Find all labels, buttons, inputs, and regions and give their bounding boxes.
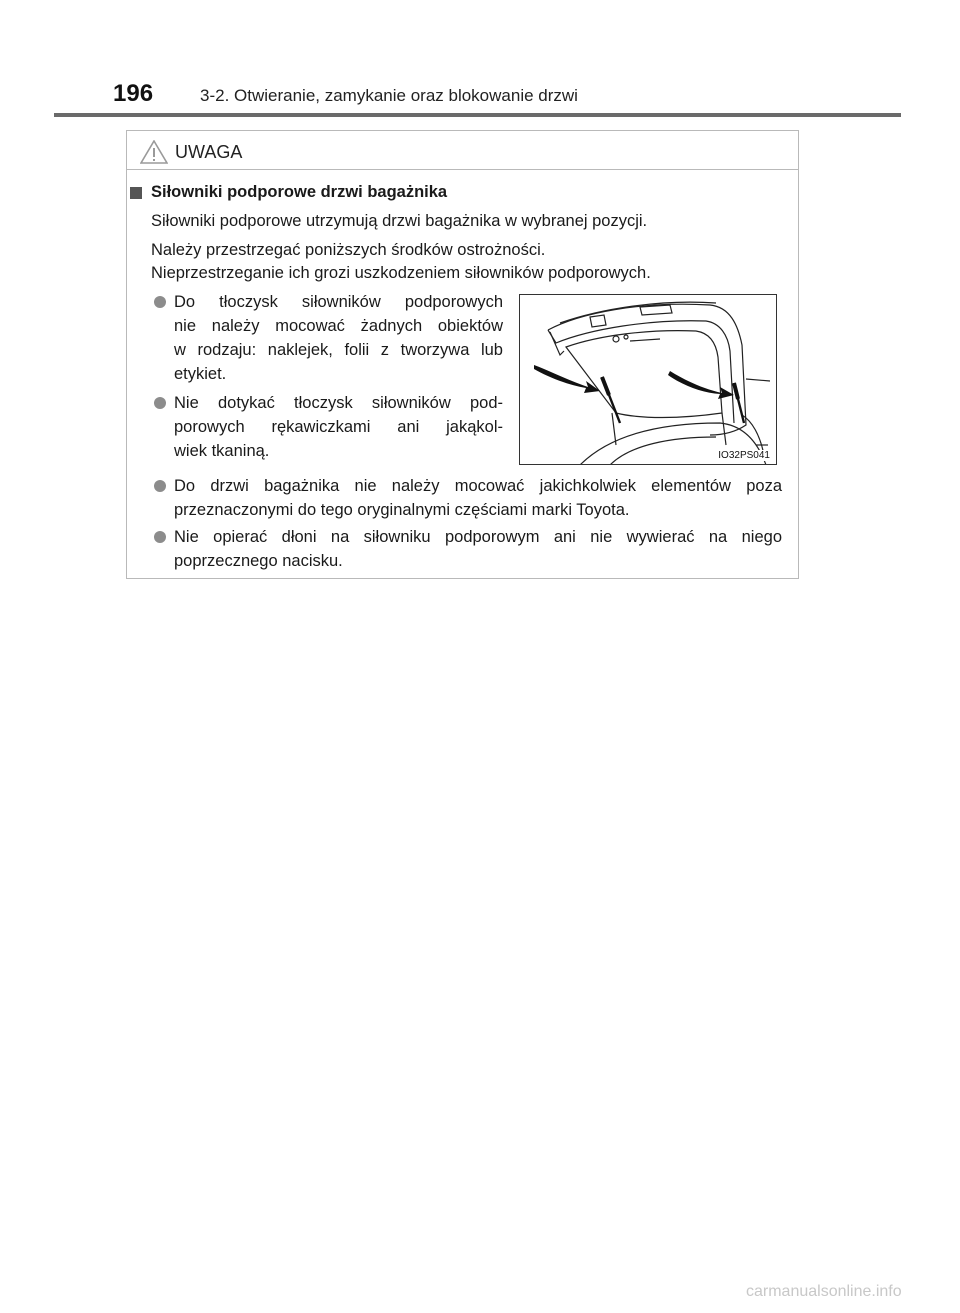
bullet-4-line-1: Nie opierać dłoni na siłowniku podporowym ani nie wywierać na niego <box>174 528 782 546</box>
footer-watermark: carmanualsonline.info <box>746 1283 902 1300</box>
warning-title: UWAGA <box>175 142 243 162</box>
section-square-icon <box>130 187 142 199</box>
paragraph-2-line-2: Nieprzestrzeganie ich grozi uszkodzeniem siłowników podporowych. <box>151 264 651 282</box>
paragraph-2-line-1: Należy przestrzegać poniższych środków ostrożności. <box>151 241 546 259</box>
bullet-1-line-1: Do tłoczysk siłowników podporowych <box>174 293 503 311</box>
bullet-4 <box>174 525 782 573</box>
tailgate-drawing <box>520 295 777 465</box>
bullet-3-line-1: Do drzwi bagażnika nie należy mocować jakichkolwiek elementów poza <box>174 477 782 495</box>
bullet-4-line-2: poprzecznego nacisku. <box>174 552 343 570</box>
page-number: 196 <box>113 80 154 107</box>
bullet-dot-icon <box>154 531 166 543</box>
bullet-2-line-1: Nie dotykać tłoczysk siłowników pod- <box>174 394 503 412</box>
bullet-dot-icon <box>154 397 166 409</box>
figure-code: IO32PS041 <box>718 450 770 461</box>
bullet-1-line-2: nie należy mocować żadnych obiektów <box>174 317 503 335</box>
bullet-1 <box>174 290 503 386</box>
section-title: 3-2. Otwieranie, zamykanie oraz blokowanie drzwi <box>200 86 578 105</box>
section-heading: Siłowniki podporowe drzwi bagażnika <box>151 183 448 201</box>
bullet-1-line-3: w rodzaju: naklejek, folii z tworzywa lub <box>174 341 503 359</box>
bullet-2 <box>174 391 503 463</box>
bullet-2-line-2: porowych rękawiczkami ani jakąkol- <box>174 418 503 436</box>
warning-header <box>127 131 798 170</box>
header-divider <box>54 113 901 117</box>
bullet-dot-icon <box>154 480 166 492</box>
tailgate-strut-illustration <box>519 294 777 465</box>
bullet-1-line-4: etykiet. <box>174 365 227 383</box>
paragraph-1: Siłowniki podporowe utrzymują drzwi bagażnika w wybranej pozycji. <box>151 212 648 230</box>
page-header <box>0 0 960 120</box>
bullet-3-line-2: przeznaczonymi do tego oryginalnymi częściami marki Toyota. <box>174 501 630 519</box>
bullet-dot-icon <box>154 296 166 308</box>
bullet-3 <box>174 474 782 522</box>
bullet-2-line-3: wiek tkaniną. <box>174 442 270 460</box>
warning-triangle-icon <box>140 140 168 164</box>
